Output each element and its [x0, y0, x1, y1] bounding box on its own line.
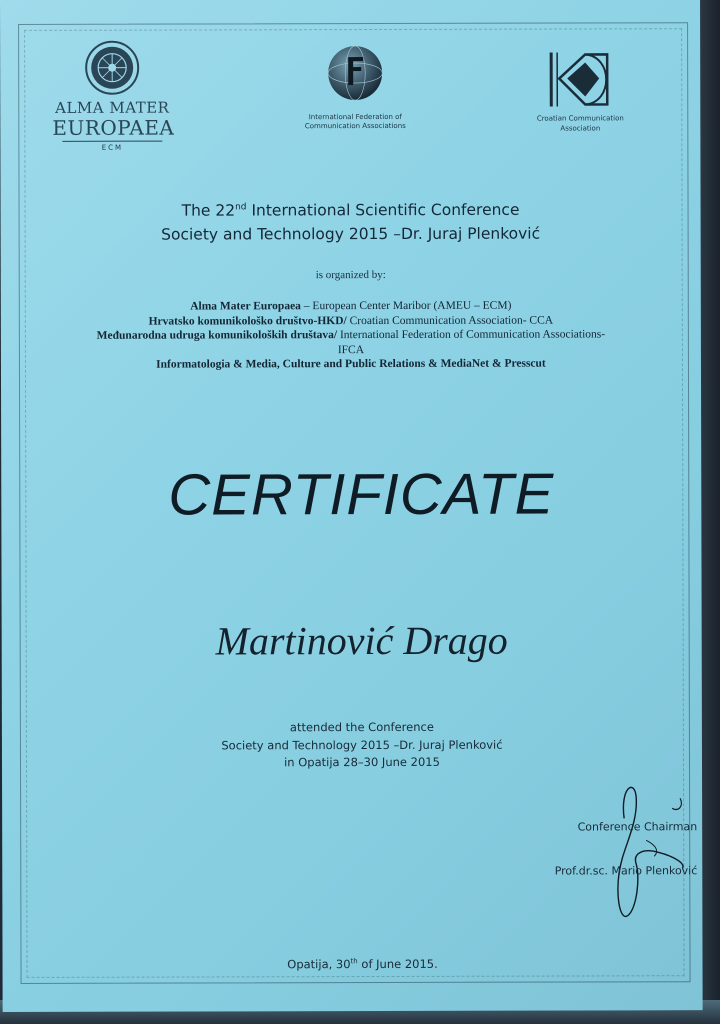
alma-mater-logo — [52, 40, 175, 152]
organizer-1-bold: Alma Mater Europaea — [190, 300, 301, 313]
alma-name-line2: EUROPAEA — [52, 115, 175, 140]
conference-title — [101, 194, 601, 246]
title-ordinal: nd — [235, 202, 247, 213]
date-prefix: Opatija, 30 — [287, 957, 351, 972]
alma-sub: ECM — [62, 141, 162, 152]
cca-text-line2: Association — [560, 124, 601, 133]
organizer-2-bold: Hrvatsko komunikološko društvo-HKD/ — [148, 314, 347, 328]
alma-mater-seal-icon — [84, 40, 140, 96]
certificate-heading: CERTIFICATE — [168, 461, 555, 528]
conference-title-line2: Society and Technology 2015 –Dr. Juraj Plenković — [161, 224, 541, 244]
organizer-2-rest: Croatian Communication Association- CCA — [346, 314, 554, 327]
attended-line-2: Society and Technology 2015 –Dr. Juraj Plenković — [221, 737, 503, 752]
organizer-line-3 — [41, 327, 661, 343]
cca-mark-icon — [545, 50, 615, 108]
ifca-text-line1: International Federation of — [308, 112, 402, 122]
chairman-role: Conference Chairman — [577, 820, 698, 834]
organizers-list — [41, 298, 661, 372]
organizer-line-5 — [41, 356, 661, 372]
globe-icon — [325, 43, 385, 103]
chairman-name: Prof.dr.sc. Mario Plenković — [554, 864, 698, 878]
cca-text-line1: Croatian Communication — [536, 114, 624, 123]
organizer-1-rest: – European Center Maribor (AMEU – ECM) — [300, 299, 512, 313]
organizer-line-1 — [41, 298, 661, 314]
organizer-3-bold: Međunarodna udruga komunikoloških društava/ — [96, 329, 338, 342]
ifca-text-line2: Communication Associations — [304, 121, 406, 131]
attended-line-1: attended the Conference — [289, 719, 434, 735]
title-suffix: International Scientific Conference — [246, 200, 520, 220]
ifca-logo — [290, 43, 420, 131]
attended-line-3: in Opatija 28–30 June 2015 — [284, 754, 440, 770]
organizer-5-bold: Informatologia & Media, Culture and Public Relations & MediaNet & Presscut — [156, 357, 546, 371]
attendance-statement — [162, 719, 562, 773]
organizer-3-rest: International Federation of Communication Associations- — [337, 328, 606, 342]
organizer-line-2 — [41, 313, 661, 329]
date-ordinal: th — [350, 957, 358, 966]
date-suffix: of June 2015. — [357, 956, 438, 972]
recipient-name: Martinović Drago — [215, 617, 508, 664]
cca-logo — [530, 50, 630, 132]
title-prefix: The 22 — [181, 201, 236, 220]
handwritten-signature — [562, 778, 692, 928]
conference-title-line1 — [101, 194, 601, 222]
signature-block — [522, 778, 702, 928]
issue-date — [243, 957, 483, 972]
organized-by-label: is organized by: — [315, 268, 386, 282]
organizer-line-4: IFCA — [337, 343, 365, 356]
alma-name-line1: ALMA MATER — [55, 98, 170, 117]
